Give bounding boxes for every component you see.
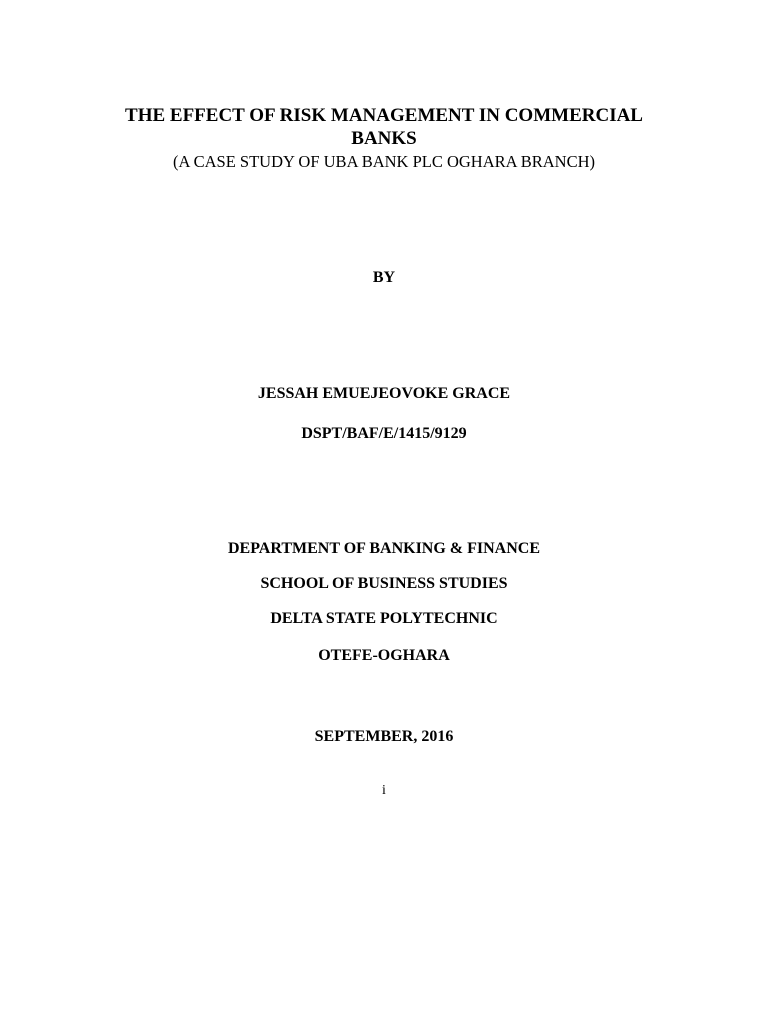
submission-date: SEPTEMBER, 2016	[314, 728, 454, 745]
department-name: DEPARTMENT OF BANKING & FINANCE	[227, 540, 541, 557]
location-name: OTEFE-OGHARA	[318, 647, 450, 664]
title-line-2: BANKS	[351, 128, 417, 149]
author-name: JESSAH EMUEJEOVOKE GRACE	[257, 385, 511, 402]
document-subtitle: (A CASE STUDY OF UBA BANK PLC OGHARA BRANCH)	[172, 152, 596, 171]
school-name: SCHOOL OF BUSINESS STUDIES	[260, 575, 508, 592]
matric-number: DSPT/BAF/E/1415/9129	[301, 425, 467, 442]
page-number: i	[382, 783, 386, 798]
institution-name: DELTA STATE POLYTECHNIC	[270, 610, 498, 627]
title-line-1: THE EFFECT OF RISK MANAGEMENT IN COMMERCIAL	[125, 105, 643, 126]
document-title	[0, 104, 768, 150]
by-label: BY	[372, 269, 396, 286]
